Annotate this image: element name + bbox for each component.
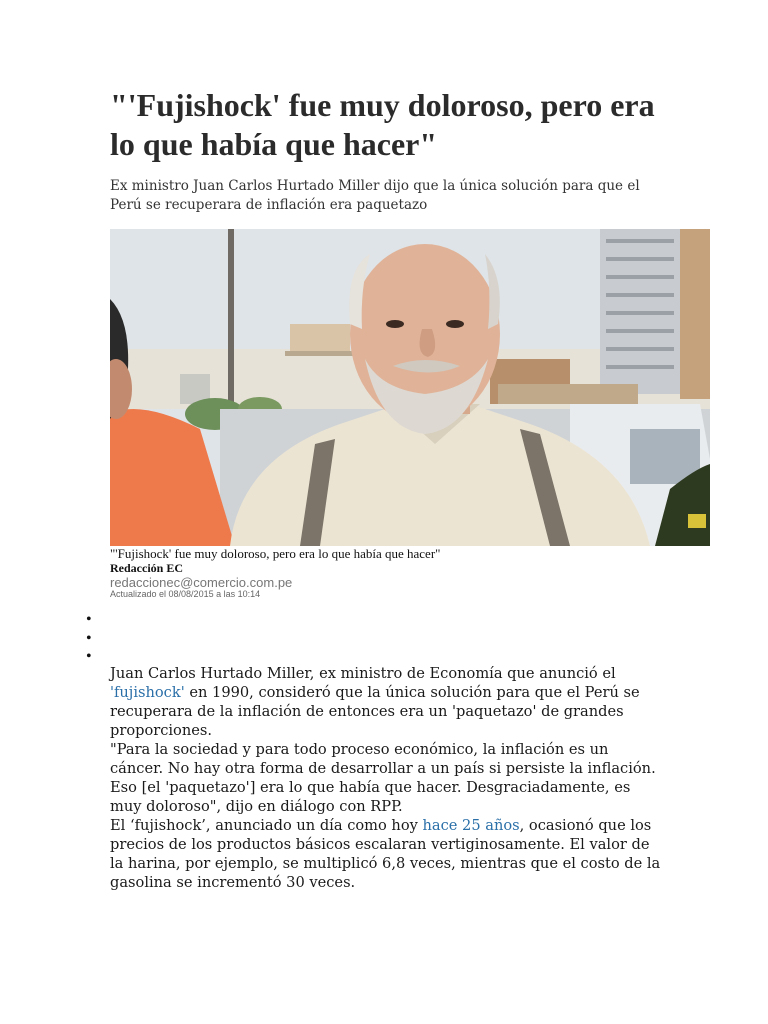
fujishock-link[interactable]: 'fujishock' [110,684,185,701]
paragraph-1 [110,664,666,740]
article-subtitle: Ex ministro Juan Carlos Hurtado Miller dijo que la única solución para que el Perú se recuperara de inflación era paquetazo [110,178,640,213]
article-body [110,664,666,892]
list-item: • [86,611,92,628]
paragraph-text: El ‘fujishock’, anunciado un día como hoy [110,817,423,834]
article-headline: "'Fujishock' fue muy doloroso, pero era lo que había que hacer" [110,87,655,162]
author-name: Redacción EC [110,561,183,575]
paragraph-2: "Para la sociedad y para todo proceso económico, la inflación es un cáncer. No hay otra forma de desarrollar a un país si persiste la inflación. Eso [el 'paquetazo'] era lo que había que hacer. Desgraciadamente, es muy doloroso", dijo en diálogo con RPP. [110,741,656,815]
paragraph-text: en 1990, consideró que la única solución para que el Perú se recuperara de la inflación de entonces era un 'paquetazo' de grandes proporciones. [110,684,640,739]
paragraph-text: , ocasionó que los precios de los productos básicos escalaran vertiginosamente. El valor de la harina, por ejemplo, se multiplicó 6,8 veces, mientras que el costo de la gasolina se incrementó 30 veces. [110,817,661,891]
paragraph-3 [110,816,666,892]
list-item: • [86,648,92,665]
article-photo [110,229,710,546]
man-smiling-photo [110,229,710,546]
updated-timestamp: Actualizado el 08/08/2015 a las 10:14 [110,589,261,599]
list-item: • [86,629,92,647]
share-list [86,611,92,667]
hace-25-anos-link[interactable]: hace 25 años [422,817,520,834]
photo-caption: "'Fujishock' fue muy doloroso, pero era lo que había que hacer" [110,546,441,561]
paragraph-text: Juan Carlos Hurtado Miller, ex ministro de Economía que anunció el [110,665,616,682]
author-email: redaccionec@comercio.com.pe [110,575,293,590]
